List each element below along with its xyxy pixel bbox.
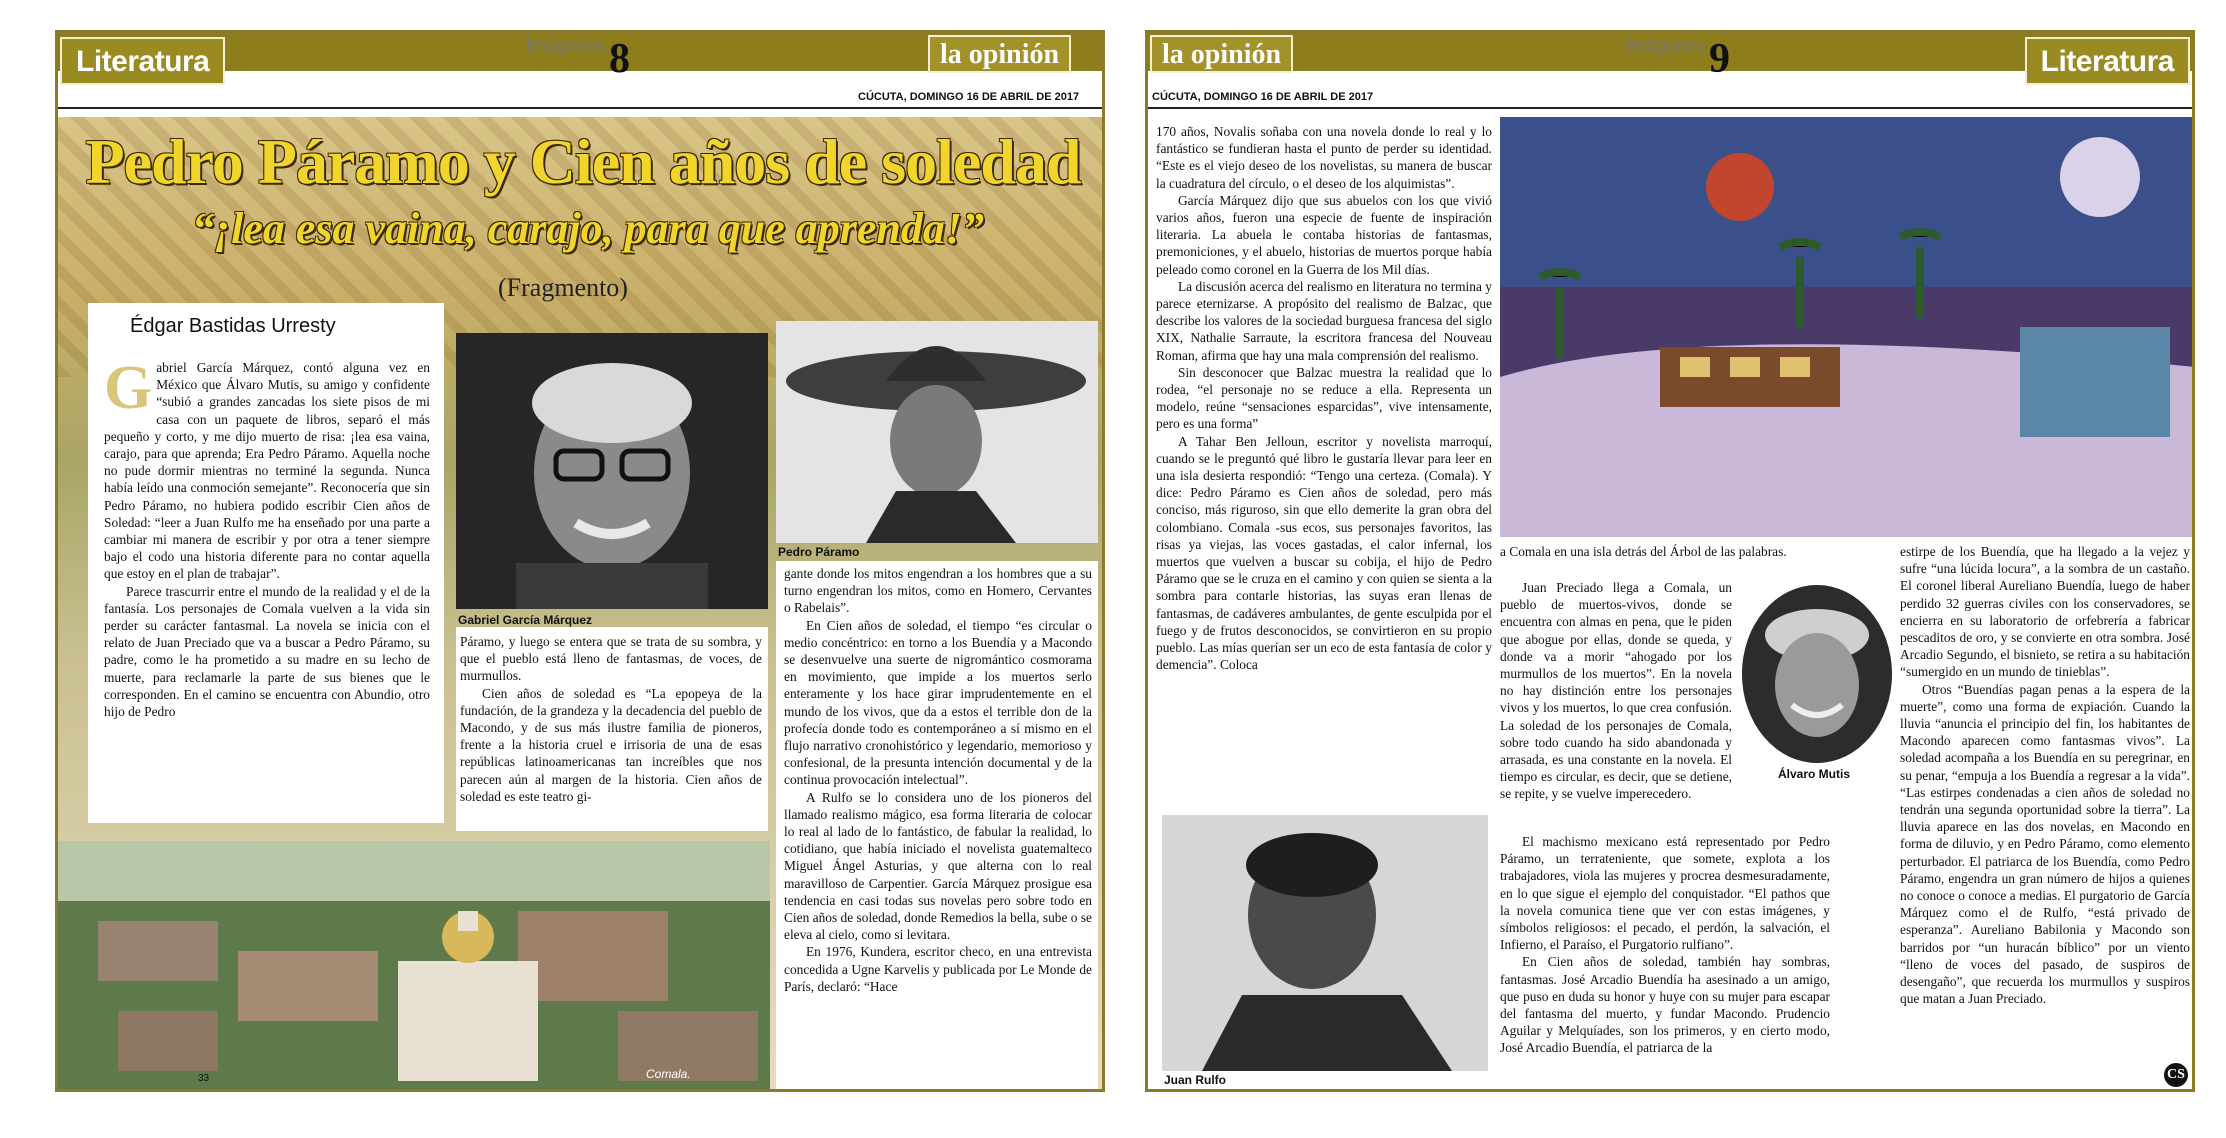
paragraph: La discusión acerca del realismo en literatura no termina y parece eternizarse. A propósito del realismo de Balzac, que describe los valores de la sociedad burguesa francesa del siglo XIX, Nathalie Sarraute, la escritora francesa del Nouveau Roman, afirma que hay una mala comprensión del realismo.	[1156, 278, 1492, 363]
end-mark-icon: CS	[2164, 1063, 2188, 1087]
author-byline: Édgar Bastidas Urresty	[130, 315, 336, 337]
paragraph: Páramo, y luego se entera que se trata de su sombra, y que el pueblo está lleno de fantasmas, de voces, de murmullos.	[460, 634, 762, 684]
text-column-1	[104, 354, 430, 720]
portrait-illustration	[1742, 585, 1892, 763]
header-rule	[58, 107, 1105, 109]
dateline: CÚCUTA, DOMINGO 16 DE ABRIL DE 2017	[1152, 91, 1374, 103]
aerial-town-illustration	[58, 841, 770, 1092]
text-column-3	[784, 565, 1092, 995]
text-column-1	[1156, 123, 1492, 674]
header-rule	[1148, 107, 2195, 109]
charro-illustration	[776, 321, 1098, 543]
fragment-label: (Fragmento)	[498, 273, 628, 302]
caption-juan-rulfo: Juan Rulfo	[1164, 1073, 1226, 1087]
paragraph: gante donde los mitos engendran a los hombres que a su turno engendran los mitos, como en Homero, Cervantes o Rabelais”.	[784, 566, 1092, 616]
paragraph: Cien años de soledad es “La epopeya de la fundación, de la grandeza y la decadencia del pueblo de Macondo, y de sus más ilustre familia de pioneros, frente a la historia cruel e irrisoria de una de esas repúblicas latinoamericanas tan increíbles que nos parecen aún al margen de la historia. Cien años de soledad es este teatro gi-	[460, 685, 762, 804]
page-prefix: Imágenes	[525, 35, 606, 55]
text-column-2-lower	[1500, 833, 1830, 1057]
photo-comala-aerial	[58, 841, 770, 1092]
page-prefix: Imágenes	[1625, 35, 1706, 55]
drop-cap: G	[104, 354, 153, 422]
aerial-page-mark: 33	[198, 1073, 210, 1084]
caption-garcia-marquez: Gabriel García Márquez	[458, 613, 593, 627]
caption-alvaro-mutis: Álvaro Mutis	[1778, 767, 1851, 781]
paragraph: El machismo mexicano está representado por Pedro Páramo, un terrateniente, que somete, explota a los trabajadores, viola las mujeres y procrea desmesuradamente, en lo que sigue el ejemplo del conquistador. “El pathos que la novela comunica tiene que ver con estas imágenes, y símbolos religiosos: el pecado, el perdón, la salvación, el Infierno, el Paraíso, el Purgatorio rulfiano”.	[1500, 834, 1830, 953]
brand-logo: la opinión	[1150, 35, 1293, 73]
painting-illustration	[1500, 117, 2194, 537]
photo-alvaro-mutis	[1742, 585, 1892, 763]
paragraph: En Cien años de soledad, también hay sombras, fantasmas. José Arcadio Buendía ha asesinado a un amigo, que puso en duda su honor y huye con su mujer para escapar del fantasma del muerto, y fundar Macondo. Prudencio Aguilar y Melquíades, son los primeros, y en cierto modo, José Arcadio Buendía, el patriarca de la	[1500, 954, 1830, 1056]
portrait-illustration	[456, 333, 768, 609]
text-column-2-wrap	[1500, 579, 1732, 803]
photo-juan-rulfo	[1162, 815, 1488, 1071]
text-column-2-box	[456, 627, 768, 831]
section-tab: Literatura	[60, 37, 225, 85]
page-number-badge	[478, 35, 678, 83]
paragraph: estirpe de los Buendía, que ha llegado a la vejez y sufre “una lúcida locura”, a la sombra de un castaño. El coronel liberal Aureliano Buendía, luego de haber perdido 32 guerras civiles con los conservadores, se encierra en su laboratorio de orfebrería a fabricar pescaditos de oro, y se convierte en otra sombra. José Arcadio Segundo, el bisnieto, se retira a su habitación “sumergido en un mundo de tinieblas”.	[1900, 544, 2190, 680]
text-column-3-box	[776, 561, 1098, 1091]
paragraph: Juan Preciado llega a Comala, un pueblo de muertos-vivos, donde se encuentra con almas en pena, que le piden que abogue por ellas, donde se queda, y donde va a morir “ahogado por los murmullos de los muertos”. En la novela no hay distinción entre los personajes vivos y los muertos, lo que crea confusión. La soledad de los personajes de Comala, sobre todo cuando ha sido abandonada y arrasada, es una constante en la novela. El tiempo es circular, es decir, que se detiene, se repite, y se vuelve imperecedero.	[1500, 580, 1732, 802]
article-subtitle: “¡lea esa vaina, carajo, para que aprenda!”	[192, 204, 984, 253]
paragraph: Parece trascurrir entre el mundo de la realidad y el de la fantasía. Los personajes de Comala vuelven a la vida sin perder su carácter fantasmal. La novela se inicia con el relato de Juan Preciado que va a buscar a Pedro Páramo, su padre, como le ha prometido a su madre en su lecho de muerte, para reclamarle la parte de sus bienes que le corresponden. En el camino se encuentra con Abundio, otro hijo de Pedro	[104, 583, 430, 720]
page-number-badge	[1578, 35, 1778, 83]
portrait-illustration	[1162, 815, 1488, 1071]
page-number: 8	[609, 36, 631, 82]
article-title: Pedro Páramo y Cien años de soledad	[85, 126, 1081, 197]
text-column-2	[460, 633, 762, 805]
caption-pedro-paramo: Pedro Páramo	[778, 545, 860, 559]
right-page	[1145, 30, 2195, 1092]
macondo-painting	[1500, 117, 2194, 537]
page-number: 9	[1709, 36, 1731, 82]
left-page	[55, 30, 1105, 1092]
section-tab: Literatura	[2025, 37, 2190, 85]
paragraph: 170 años, Novalis soñaba con una novela donde lo real y lo fantástico se fundieran hasta el punto de perder su identidad. “Este es el viejo deseo de los novelistas, su manera de buscar la cuadratura del círculo, o el deseo de los alquimistas”.	[1156, 124, 1492, 191]
paragraph: En Cien años de soledad, el tiempo “es circular o medio concéntrico: en torno a los Buendía y a Macondo se desenvuelve una suerte de nigromántico cosmorama en movimiento, que impide a los muertos serlo enteramente y los hace girar imprudentemente en el mundo de los vivos, que da a estos el terrible don de la profecía donde todo es contemporáneo a sí mismo en el flujo narrativo cronohistórico y legendario, memorioso y confesional, de la presunta intención documental y de la continua provocación intelectual”.	[784, 617, 1092, 788]
caption-comala: Comala.	[646, 1067, 691, 1081]
photo-pedro-paramo	[776, 321, 1098, 543]
text-column-1-box	[88, 303, 444, 823]
photo-garcia-marquez	[456, 333, 768, 609]
paragraph: a Comala en una isla detrás del Árbol de las palabras.	[1500, 544, 1787, 559]
paragraph: Sin desconocer que Balzac muestra la realidad que lo rodea, “el personaje no se reduce a ella. Representa un modelo, reúne “sensaciones esparcidas”, vive intensamente, pero es una forma”	[1156, 364, 1492, 432]
brand-logo: la opinión	[928, 35, 1071, 73]
paragraph: Otros “Buendías pagan penas a la espera de la muerte”, como una forma de expiación. Cuando la lluvia “anuncia el principio del fin, los habitantes de Macondo aparecen como fantasmas vivos”. La soledad acompaña a los Buendía en su peregrinar, en su penar, “empuja a los Buendía a regresar a la vida”. “Las estirpes condenadas a cien años de soledad no tendrán una segunda oportunidad sobre la tierra”. La lluvia aparece en las dos novelas, en Macondo en forma de diluvio, y en Pedro Páramo, como elemento perturbador. El patriarca de los Buendía, como Pedro Páramo, engendra un gran número de hijos a quienes no conoce o conoce a medias. El purgatorio de García Márquez como el de Rulfo, “está privado de esperanza”. Aureliano Babilonia y Macondo son barridos por “un huracán bíblico” por un viento “lleno de voces del pasado, de suspiros de desengaño”, que recuerda los murmullos y suspiros que matan a Juan Preciado.	[1900, 681, 2190, 1007]
paragraph: A Tahar Ben Jelloun, escritor y novelista marroquí, cuando se le preguntó qué libro le gustaría llevar para leer en una isla desierta respondió: “Tengo una certeza. (Comala). Y dice: Pedro Páramo es Cien años de soledad, pero más conciso, más riguroso, sin que ello demerite la gran obra del colombiano. Comala -sus ecos, sus personajes favoritos, las risas ya viejas, las voces gastadas, el calor infernal, los muertos que vuelven a buscar su cobija, el hijo de Pedro Páramo que se le cruza en el camino y con quien se sienta a la sombra para contarle historias, las suyas eran llenas de fantasmas, de cadáveres ambulantes, de gente esculpida por el fuego y de frutos desconocidos, se convirtieron en su propio pueblo. Las mías querían ser un eco de esta fantasía de color y demencia”. Coloca	[1156, 433, 1492, 673]
text-column-3	[1900, 543, 2190, 1007]
paragraph: En 1976, Kundera, escritor checo, en una entrevista concedida a Ugne Karvelis y publicada por Le Monde de París, declaró: “Hace	[784, 944, 1092, 994]
paragraph: A Rulfo se lo considera uno de los pioneros del llamado realismo mágico, esa forma literaria de colocar lo real al lado de lo fantástico, de fabular la realidad, lo cotidiano, que había iniciado el novelista guatemalteco Miguel Ángel Asturias, y que alterna con lo real maravilloso de Carpentier. García Márquez prosigue esa tendencia en casi todas sus novelas pero sobre todo en Cien años de soledad, donde Remedios la bella, sube o se eleva al cielo, como si levitara.	[784, 789, 1092, 943]
text-column-2	[1500, 543, 1830, 560]
paragraph: García Márquez dijo que sus abuelos con los que vivió varios años, fueron una especie de fuente de inspiración literaria. La abuela le contaba historias de fantasmas, premoniciones, y el abuelo, historias de muertos porque había peleado como coronel en la Guerra de los Mil días.	[1156, 192, 1492, 277]
paragraph: abriel García Márquez, contó alguna vez en México que Álvaro Mutis, su amigo y confidente “subió a grandes zancadas los siete pisos de mi casa con un paquete de libros, separó el más pequeño y corto, y me dijo muerto de risa: ¡lea esa vaina, carajo, para que aprenda; Era Pedro Páramo. Aquella noche no pude dormir mientras no terminé la segunda. Nunca había leído una conmoción semejante”. Reconocería que sin Pedro Páramo, no hubiera podido escribir Cien años de Soledad: “leer a Juan Rulfo me ha enseñado por una parte a cambiar mi manera de escribir y por otra a tener siempre bajo el codo una historia diferente para no contar aquella que estoy en el plan de trabajar”.	[104, 360, 430, 582]
dateline: CÚCUTA, DOMINGO 16 DE ABRIL DE 2017	[858, 91, 1080, 103]
